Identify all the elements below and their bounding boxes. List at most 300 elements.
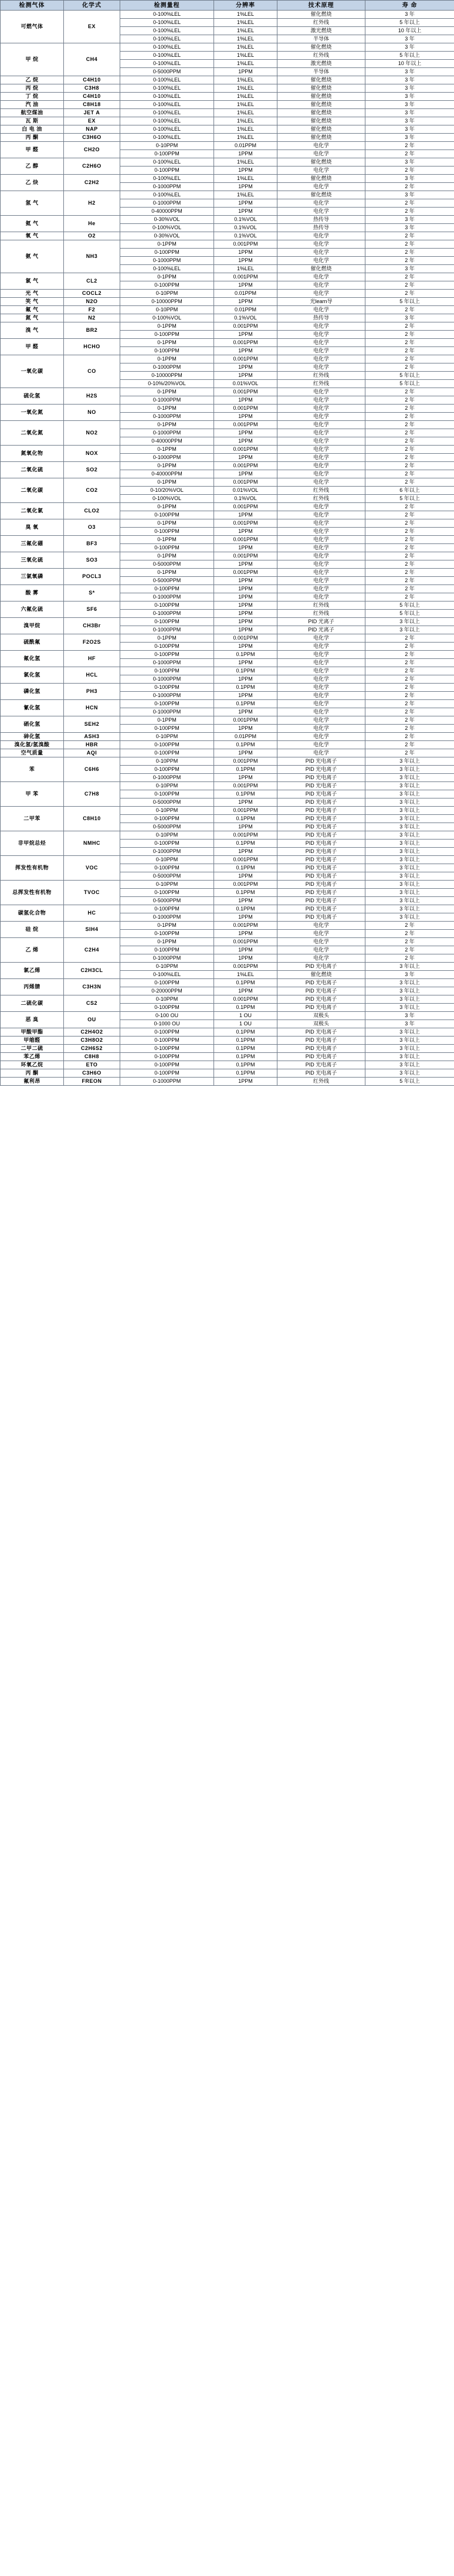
service-life: 2 年 — [365, 347, 454, 355]
detection-range: 0-5000PPM — [120, 823, 214, 831]
resolution: 1PPM — [214, 897, 277, 905]
detection-range: 0-100PPM — [120, 749, 214, 757]
service-life: 6 年以上 — [365, 487, 454, 495]
detection-range: 0-1000 OU — [120, 1020, 214, 1028]
detection-range: 0-100%LEL — [120, 191, 214, 199]
gas-formula: CH4 — [64, 43, 120, 76]
resolution: 1%LEL — [214, 35, 277, 43]
detection-range: 0-100PPM — [120, 946, 214, 954]
service-life: 3 年 — [365, 84, 454, 93]
gas-name: 丙 酮 — [1, 134, 64, 142]
detection-range: 0-100PPM — [120, 889, 214, 897]
service-life: 2 年 — [365, 569, 454, 577]
service-life: 2 年 — [365, 667, 454, 675]
detection-range: 0-1PPM — [120, 388, 214, 396]
technology: 电化学 — [277, 552, 365, 560]
gas-name: 丙烯腈 — [1, 979, 64, 995]
service-life: 3 年以上 — [365, 881, 454, 889]
technology: 电化学 — [277, 388, 365, 396]
gas-name: 环氧乙烷 — [1, 1061, 64, 1069]
detection-range: 0-1PPM — [120, 634, 214, 643]
technology: PID 光离子 — [277, 618, 365, 626]
gas-formula: EX — [64, 11, 120, 43]
service-life: 2 年 — [365, 470, 454, 478]
resolution: 1PPM — [214, 331, 277, 339]
gas-name: 三氯氧磷 — [1, 569, 64, 585]
resolution: 1 OU — [214, 1012, 277, 1020]
service-life: 2 年 — [365, 733, 454, 741]
technology: 电化学 — [277, 166, 365, 175]
resolution: 1%LEL — [214, 191, 277, 199]
resolution: 0.001PPM — [214, 831, 277, 840]
detection-range: 0-10PPM — [120, 782, 214, 790]
service-life: 3 年 — [365, 101, 454, 109]
table-row — [1, 273, 454, 281]
technology: 催化燃烧 — [277, 971, 365, 979]
gas-formula: C6H6 — [64, 757, 120, 782]
technology: 红外线 — [277, 610, 365, 618]
resolution: 0.001PPM — [214, 634, 277, 643]
table-row — [1, 388, 454, 396]
technology: PID 光电离子 — [277, 807, 365, 815]
gas-name: 二甲二硫 — [1, 1045, 64, 1053]
gas-name: 硅 烷 — [1, 922, 64, 938]
resolution: 0.1PPM — [214, 651, 277, 659]
service-life: 2 年 — [365, 437, 454, 446]
resolution: 0.1PPM — [214, 905, 277, 913]
technology: PID 光电离子 — [277, 774, 365, 782]
technology: 电化学 — [277, 249, 365, 257]
service-life: 3 年 — [365, 35, 454, 43]
detection-range: 0-10PPM — [120, 856, 214, 864]
technology: PID 光电离子 — [277, 757, 365, 766]
detection-range: 0-5000PPM — [120, 560, 214, 569]
service-life: 5 年以上 — [365, 19, 454, 27]
detection-range: 0-100PPM — [120, 601, 214, 610]
gas-formula: F2O2S — [64, 634, 120, 651]
technology: 电化学 — [277, 339, 365, 347]
detection-range: 0-100%LEL — [120, 27, 214, 35]
technology: 双极头 — [277, 1020, 365, 1028]
technology: PID 光电离子 — [277, 1045, 365, 1053]
technology: 热传导 — [277, 224, 365, 232]
detection-range: 0-1PPM — [120, 569, 214, 577]
table-row — [1, 618, 454, 626]
service-life: 3 年 — [365, 971, 454, 979]
resolution: 0.1PPM — [214, 790, 277, 798]
resolution: 1PPM — [214, 544, 277, 552]
resolution: 1PPM — [214, 577, 277, 585]
resolution: 1%LEL — [214, 175, 277, 183]
detection-range: 0-100PPM — [120, 684, 214, 692]
service-life: 2 年 — [365, 536, 454, 544]
table-row — [1, 446, 454, 454]
table-row — [1, 979, 454, 987]
gas-name: 六氟化硫 — [1, 601, 64, 618]
detection-range: 0-1PPM — [120, 552, 214, 560]
service-life: 3 年 — [365, 1020, 454, 1028]
resolution: 1%LEL — [214, 265, 277, 273]
detection-range: 0-10PPM — [120, 306, 214, 314]
detection-range: 0-100%VOL — [120, 495, 214, 503]
resolution: 1PPM — [214, 372, 277, 380]
service-life: 3 年以上 — [365, 815, 454, 823]
detection-range: 0-1PPM — [120, 240, 214, 249]
gas-formula: C2H4 — [64, 938, 120, 963]
table-row — [1, 1028, 454, 1036]
technology: 电化学 — [277, 240, 365, 249]
technology: 电化学 — [277, 413, 365, 421]
detection-range: 0-1PPM — [120, 938, 214, 946]
technology: 催化燃烧 — [277, 101, 365, 109]
resolution: 1PPM — [214, 626, 277, 634]
technology: 热传导 — [277, 216, 365, 224]
technology: PID 光电离子 — [277, 963, 365, 971]
service-life: 2 年 — [365, 183, 454, 191]
detection-range: 0-1PPM — [120, 716, 214, 725]
gas-formula: SO3 — [64, 552, 120, 569]
gas-name: 可燃气体 — [1, 11, 64, 43]
technology: 红外线 — [277, 487, 365, 495]
service-life: 2 年 — [365, 290, 454, 298]
gas-name: 氢 气 — [1, 191, 64, 216]
detection-range: 0-1000PPM — [120, 396, 214, 405]
gas-formula: H2S — [64, 388, 120, 405]
resolution: 0.1%VOL — [214, 495, 277, 503]
technology: PID 光电离子 — [277, 1028, 365, 1036]
resolution: 1PPM — [214, 257, 277, 265]
technology: PID 光电离子 — [277, 979, 365, 987]
detection-range: 0-100%LEL — [120, 117, 214, 125]
technology: 激光燃烧 — [277, 60, 365, 68]
detection-range: 0-40000PPM — [120, 470, 214, 478]
service-life: 2 年 — [365, 741, 454, 749]
service-life: 2 年 — [365, 273, 454, 281]
service-life: 2 年 — [365, 577, 454, 585]
gas-name: 氮氧化物 — [1, 446, 64, 462]
table-row — [1, 93, 454, 101]
resolution: 0.1PPM — [214, 840, 277, 848]
service-life: 5 年以上 — [365, 380, 454, 388]
gas-name: 丙 烷 — [1, 84, 64, 93]
resolution: 1PPM — [214, 208, 277, 216]
technology: 电化学 — [277, 322, 365, 331]
resolution: 1PPM — [214, 511, 277, 519]
service-life: 3 年以上 — [365, 1069, 454, 1078]
gas-name: 三氟化硼 — [1, 536, 64, 552]
technology: 电化学 — [277, 930, 365, 938]
gas-name: 苯乙烯 — [1, 1053, 64, 1061]
resolution: 1PPM — [214, 281, 277, 290]
table-row — [1, 749, 454, 757]
gas-name: 碳氢化合物 — [1, 905, 64, 922]
service-life: 2 年 — [365, 946, 454, 954]
gas-name: 臭 氧 — [1, 519, 64, 536]
detection-range: 0-100%LEL — [120, 76, 214, 84]
resolution: 0.001PPM — [214, 388, 277, 396]
service-life: 2 年 — [365, 166, 454, 175]
service-life: 3 年以上 — [365, 798, 454, 807]
gas-formula: O2 — [64, 232, 120, 240]
technology: 电化学 — [277, 208, 365, 216]
table-row — [1, 905, 454, 913]
detection-range: 0-1000PPM — [120, 708, 214, 716]
service-life: 2 年 — [365, 700, 454, 708]
table-row — [1, 585, 454, 593]
table-row — [1, 995, 454, 1004]
technology: 红外线 — [277, 380, 365, 388]
resolution: 1PPM — [214, 470, 277, 478]
detection-range: 0-100%LEL — [120, 11, 214, 19]
resolution: 1PPM — [214, 798, 277, 807]
service-life: 5 年以上 — [365, 495, 454, 503]
gas-formula: OU — [64, 1012, 120, 1028]
gas-sensor-spec-table — [0, 0, 454, 1086]
technology: 电化学 — [277, 577, 365, 585]
table-row — [1, 314, 454, 322]
header-resolution: 分辨率 — [214, 1, 277, 11]
resolution: 1PPM — [214, 987, 277, 995]
resolution: 1PPM — [214, 675, 277, 684]
detection-range: 0-100%LEL — [120, 52, 214, 60]
resolution: 0.001PPM — [214, 240, 277, 249]
technology: PID 光电离子 — [277, 995, 365, 1004]
gas-formula: HC — [64, 905, 120, 922]
service-life: 2 年 — [365, 240, 454, 249]
table-row — [1, 158, 454, 166]
gas-formula: C3H8O2 — [64, 1036, 120, 1045]
gas-formula: C7H8 — [64, 782, 120, 807]
gas-name: 二氧化碳 — [1, 478, 64, 503]
detection-range: 0-100%LEL — [120, 43, 214, 52]
service-life: 3 年以上 — [365, 1036, 454, 1045]
resolution: 1PPM — [214, 913, 277, 922]
table-body — [1, 11, 454, 1086]
gas-name: 溴 气 — [1, 322, 64, 339]
resolution: 0.01%VOL — [214, 380, 277, 388]
service-life: 2 年 — [365, 355, 454, 363]
service-life: 3 年以上 — [365, 831, 454, 840]
detection-range: 0-100%LEL — [120, 971, 214, 979]
service-life: 2 年 — [365, 684, 454, 692]
gas-formula: He — [64, 216, 120, 232]
resolution: 1%LEL — [214, 117, 277, 125]
detection-range: 0-10PPM — [120, 963, 214, 971]
service-life: 3 年以上 — [365, 757, 454, 766]
service-life: 5 年以上 — [365, 610, 454, 618]
technology: 催化燃烧 — [277, 93, 365, 101]
detection-range: 0-1PPM — [120, 922, 214, 930]
resolution: 1PPM — [214, 585, 277, 593]
resolution: 0.001PPM — [214, 569, 277, 577]
table-row — [1, 733, 454, 741]
resolution: 0.001PPM — [214, 995, 277, 1004]
resolution: 1PPM — [214, 946, 277, 954]
gas-name: 氟化氢 — [1, 651, 64, 667]
resolution: 0.1%VOL — [214, 224, 277, 232]
resolution: 0.1%VOL — [214, 232, 277, 240]
gas-formula: NO2 — [64, 421, 120, 446]
gas-formula: C4H10 — [64, 93, 120, 101]
gas-name: 航空煤油 — [1, 109, 64, 117]
detection-range: 0-1PPM — [120, 536, 214, 544]
gas-name: 氟利昂 — [1, 1078, 64, 1086]
service-life: 2 年 — [365, 519, 454, 528]
table-row — [1, 807, 454, 815]
detection-range: 0-1000PPM — [120, 659, 214, 667]
resolution: 1PPM — [214, 593, 277, 601]
service-life: 2 年 — [365, 634, 454, 643]
resolution: 1PPM — [214, 560, 277, 569]
gas-formula: N2O — [64, 298, 120, 306]
service-life: 2 年 — [365, 675, 454, 684]
resolution: 1PPM — [214, 298, 277, 306]
technology: 电化学 — [277, 954, 365, 963]
gas-name: 乙 醇 — [1, 158, 64, 175]
gas-formula: C2H6O — [64, 158, 120, 175]
detection-range: 0-1000PPM — [120, 429, 214, 437]
detection-range: 0-100PPM — [120, 1045, 214, 1053]
detection-range: 0-100PPM — [120, 741, 214, 749]
detection-range: 0-100PPM — [120, 643, 214, 651]
technology: 电化学 — [277, 470, 365, 478]
resolution: 1PPM — [214, 601, 277, 610]
detection-range: 0-10PPM — [120, 733, 214, 741]
detection-range: 0-100PPM — [120, 766, 214, 774]
gas-formula: SF6 — [64, 601, 120, 618]
resolution: 0.1PPM — [214, 1036, 277, 1045]
gas-formula: CS2 — [64, 995, 120, 1012]
service-life: 3 年以上 — [365, 1028, 454, 1036]
service-life: 2 年 — [365, 413, 454, 421]
service-life: 3 年 — [365, 265, 454, 273]
resolution: 1%LEL — [214, 11, 277, 19]
resolution: 0.001PPM — [214, 421, 277, 429]
service-life: 5 年以上 — [365, 52, 454, 60]
service-life: 3 年 — [365, 191, 454, 199]
detection-range: 0-1000PPM — [120, 363, 214, 372]
service-life: 10 年以上 — [365, 27, 454, 35]
resolution: 1PPM — [214, 618, 277, 626]
technology: 电化学 — [277, 363, 365, 372]
service-life: 3 年 — [365, 224, 454, 232]
gas-name: 三氧化硫 — [1, 552, 64, 569]
service-life: 2 年 — [365, 930, 454, 938]
resolution: 0.001PPM — [214, 355, 277, 363]
table-row — [1, 716, 454, 725]
service-life: 3 年以上 — [365, 913, 454, 922]
table-row — [1, 462, 454, 470]
resolution: 0.1PPM — [214, 1004, 277, 1012]
service-life: 3 年以上 — [365, 872, 454, 881]
technology: 电化学 — [277, 290, 365, 298]
gas-formula: CH3Br — [64, 618, 120, 634]
technology: 电化学 — [277, 437, 365, 446]
technology: PID 光电离子 — [277, 831, 365, 840]
gas-name: 汽 油 — [1, 101, 64, 109]
gas-name: 酸 雾 — [1, 585, 64, 601]
resolution: 0.01PPM — [214, 290, 277, 298]
service-life: 3 年 — [365, 134, 454, 142]
detection-range: 0-100PPM — [120, 281, 214, 290]
technology: 电化学 — [277, 478, 365, 487]
resolution: 1PPM — [214, 930, 277, 938]
gas-name: 氰化氢 — [1, 700, 64, 716]
detection-range: 0-30%VOL — [120, 216, 214, 224]
table-row — [1, 117, 454, 125]
gas-name: 非甲烷总烃 — [1, 831, 64, 856]
gas-name: 丁 烷 — [1, 93, 64, 101]
resolution: 0.01PPM — [214, 306, 277, 314]
technology: PID 光电离子 — [277, 840, 365, 848]
resolution: 0.001PPM — [214, 757, 277, 766]
detection-range: 0-1000PPM — [120, 675, 214, 684]
technology: 电化学 — [277, 667, 365, 675]
gas-name: 甲 苯 — [1, 782, 64, 807]
service-life: 2 年 — [365, 749, 454, 757]
service-life: 2 年 — [365, 692, 454, 700]
service-life: 3 年 — [365, 68, 454, 76]
table-row — [1, 757, 454, 766]
technology: 电化学 — [277, 733, 365, 741]
service-life: 2 年 — [365, 511, 454, 519]
detection-range: 0-10PPM — [120, 881, 214, 889]
service-life: 3 年以上 — [365, 995, 454, 1004]
technology: 电化学 — [277, 503, 365, 511]
technology: 催化燃烧 — [277, 265, 365, 273]
technology: 催化燃烧 — [277, 125, 365, 134]
technology: 双极头 — [277, 1012, 365, 1020]
resolution: 1PPM — [214, 872, 277, 881]
resolution: 1PPM — [214, 692, 277, 700]
detection-range: 0-100%LEL — [120, 35, 214, 43]
detection-range: 0-100%LEL — [120, 158, 214, 166]
resolution: 0.1%VOL — [214, 314, 277, 322]
service-life: 2 年 — [365, 396, 454, 405]
gas-name: 氯化氢 — [1, 667, 64, 684]
detection-range: 0-10000PPM — [120, 372, 214, 380]
table-row — [1, 1012, 454, 1020]
service-life: 3 年以上 — [365, 848, 454, 856]
table-row — [1, 831, 454, 840]
detection-range: 0-100PPM — [120, 511, 214, 519]
resolution: 1%LEL — [214, 19, 277, 27]
resolution: 1%LEL — [214, 27, 277, 35]
detection-range: 0-1PPM — [120, 421, 214, 429]
detection-range: 0-1000PPM — [120, 626, 214, 634]
gas-formula: C4H10 — [64, 76, 120, 84]
technology: 电化学 — [277, 528, 365, 536]
detection-range: 0-10PPM — [120, 807, 214, 815]
technology: 电化学 — [277, 347, 365, 355]
resolution: 0.1PPM — [214, 766, 277, 774]
service-life: 2 年 — [365, 544, 454, 552]
technology: 电化学 — [277, 462, 365, 470]
detection-range: 0-100PPM — [120, 150, 214, 158]
service-life: 3 年 — [365, 76, 454, 84]
table-row — [1, 1061, 454, 1069]
detection-range: 0-5000PPM — [120, 577, 214, 585]
service-life: 2 年 — [365, 142, 454, 150]
gas-formula: HBR — [64, 741, 120, 749]
resolution: 0.001PPM — [214, 963, 277, 971]
resolution: 0.001PPM — [214, 405, 277, 413]
table-row — [1, 109, 454, 117]
table-row — [1, 601, 454, 610]
gas-formula: TVOC — [64, 881, 120, 905]
detection-range: 0-100%LEL — [120, 60, 214, 68]
service-life: 3 年以上 — [365, 897, 454, 905]
